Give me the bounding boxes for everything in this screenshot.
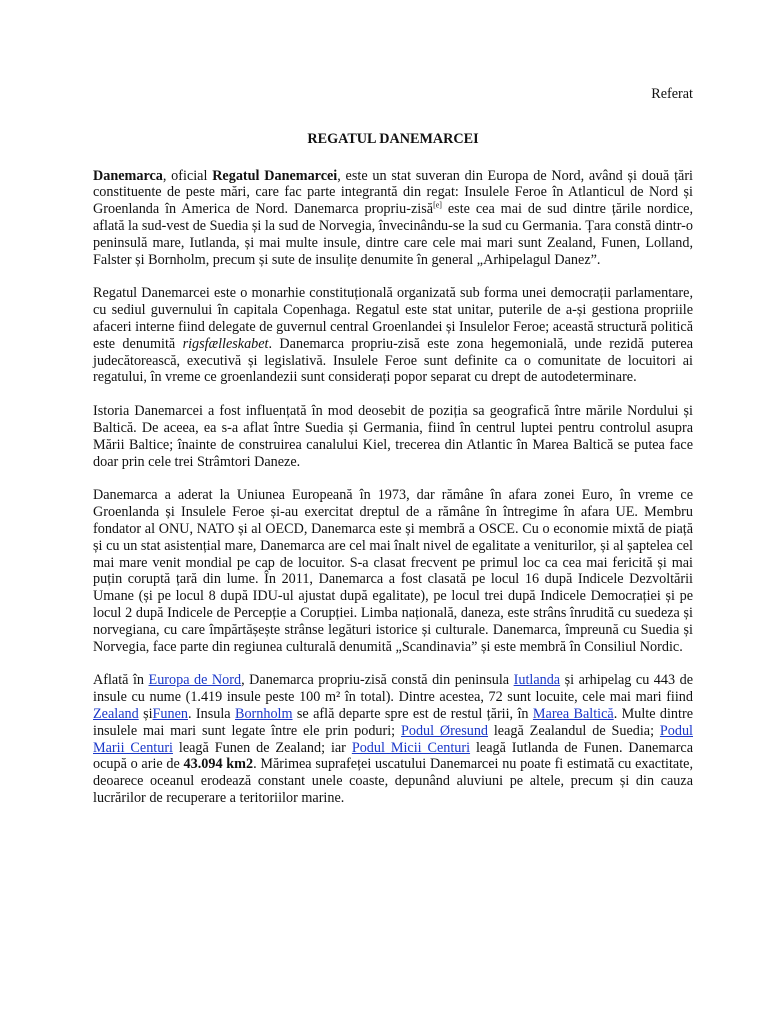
paragraph-geography: Aflată în Europa de Nord, Danemarca propriu-zisă constă din peninsula Iutlanda și arhipelag cu 443 de insule cu nume (1.419 insule peste 100 m² în total). Dintre acestea, 72 sunt locuite, cele mai mari fiind Zealand șiFunen. Insula Bornholm se află departe spre est de restul țării, în Marea Baltică. Multe dintre insulele mai mari sunt legate între ele prin poduri; Podul Øresund leagă Zealandul de Suedia; Podul Marii Centuri leagă Funen de Zealand; iar Podul Micii Centuri leagă Iutlanda de Funen. Danemarca ocupă o arie de 43.094 km2. Mărimea suprafeței uscatului Danemarcei nu poate fi estimată cu exactitate, deoarece oceanul erodează constant unele coaste, depunând aluviuni pe altele, precum și din cauza lucrărilor de recuperare a teritoriilor marine. [93,672,694,806]
link-podul-micii-centuri[interactable]: Podul Micii Centuri [351,739,471,756]
link-funen[interactable]: Funen [152,705,188,722]
paragraph-government: Regatul Danemarcei este o monarhie constituțională organizată sub forma unei democrații parlamentare, cu sediul guvernului în capitala Copenhaga. Regatul este stat unitar, puterile de a-și gestiona propriile afaceri interne fiind delegate de guvernul central Groenlandei și Insulelor Feroe; această structură politică este denumită rigsfælleskabet. Danemarca propriu-zisă este zona hegemonială, unde rezidă puterea judecătorească, executivă și legislativă. Insulele Feroe sunt definite ca o comunitate de locuitori ai regatului, în vreme ce groenlandezii sunt considerați popor separat cu drept de autodeterminare. [93,285,693,386]
paragraph-history: Istoria Danemarcei a fost influențată în mod deosebit de poziția sa geografică între mările Nordului și Baltică. De aceea, ea s-a aflat între Suedia și Germania, fiind în centrul luptei pentru controlul asupra Mării Baltice; înainte de construirea canalului Kiel, trecerea din Atlantic în Marea Baltică se putea face doar prin cele trei Strâmtori Daneze. [93,403,693,470]
document-title: REGATUL DANEMARCEI [307,130,479,147]
footnote-ref[interactable]: [e] [433,200,442,210]
official-name: Regatul Danemarcei [212,167,338,184]
link-bornholm[interactable]: Bornholm [234,705,293,722]
paragraph-europe: Danemarca a aderat la Uniunea Europeană în 1973, dar rămâne în afara zonei Euro, în vreme ce Groenlanda și Insulele Feroe și-au exercitat dreptul de a rămâne în întregime în afara UE. Membru fondator al ONU, NATO și al OECD, Danemarca este și membră a OSCE. Cu o economie mixtă de piață și cu un stat asistențial mare, Danemarca are cel mai înalt nivel de egalitate a veniturilor, și al șaptelea cel mai mare venit mondial pe cap de locuitor. S-a clasat frecvent pe primul loc ca cea mai fericită și mai puțin coruptă țară din lume. În 2011, Danemarca a fost clasată pe locul 16 după Indicele Dezvoltării Umane (și pe locul 8 după IDU-ul ajustat după egalitate), pe locul trei după Indicele Democrației și pe locul 2 după Indicele de Percepție a Corupției. Limba națională, daneza, este strâns înrudită cu suedeza și norvegiana, cu care împărtășește strânse legături istorice și culturale. Danemarca, împreună cu Suedia și Norvegia, face parte din regiunea culturală denumită „Scandinavia” și este membră în Consiliul Nordic. [93,487,693,655]
link-marea-baltica[interactable]: Marea Baltică [532,705,614,722]
area-value: 43.094 km2 [183,756,254,773]
link-podul-oresund[interactable]: Podul Øresund [400,722,489,739]
link-podul-marii-centuri[interactable]: Podul Marii Centuri [93,722,693,756]
link-zealand[interactable]: Zealand [93,705,139,722]
paragraph-intro: Danemarca, oficial Regatul Danemarcei, este un stat suveran din Europa de Nord, având și două țări constituente de peste mări, care fac parte integrantă din regat: Insulele Feroe în Atlanticul de Nord și Groenlanda în America de Nord. Danemarca propriu-zisă[e] este cea mai de sud dintre țările nordice, aflată la sud-vest de Suedia și la sud de Norvegia, învecinându-se la sud cu Germania. Țara constă dintr-o peninsulă mare, Iutlanda, și mai multe insule, dintre care cele mai mari sunt Zealand, Funen, Lolland, Falster și Bornholm, precum și sute de insulițe denumite în general „Arhipelagul Danez”. [93,167,694,268]
document-page [93,86,693,824]
term-rigsfaelleskabet: rigsfælleskabet [182,335,269,352]
link-europa-de-nord[interactable]: Europa de Nord [148,672,242,689]
country-name: Danemarca [93,167,163,184]
link-iutlanda[interactable]: Iutlanda [513,672,561,689]
document-label: Referat [651,86,693,102]
